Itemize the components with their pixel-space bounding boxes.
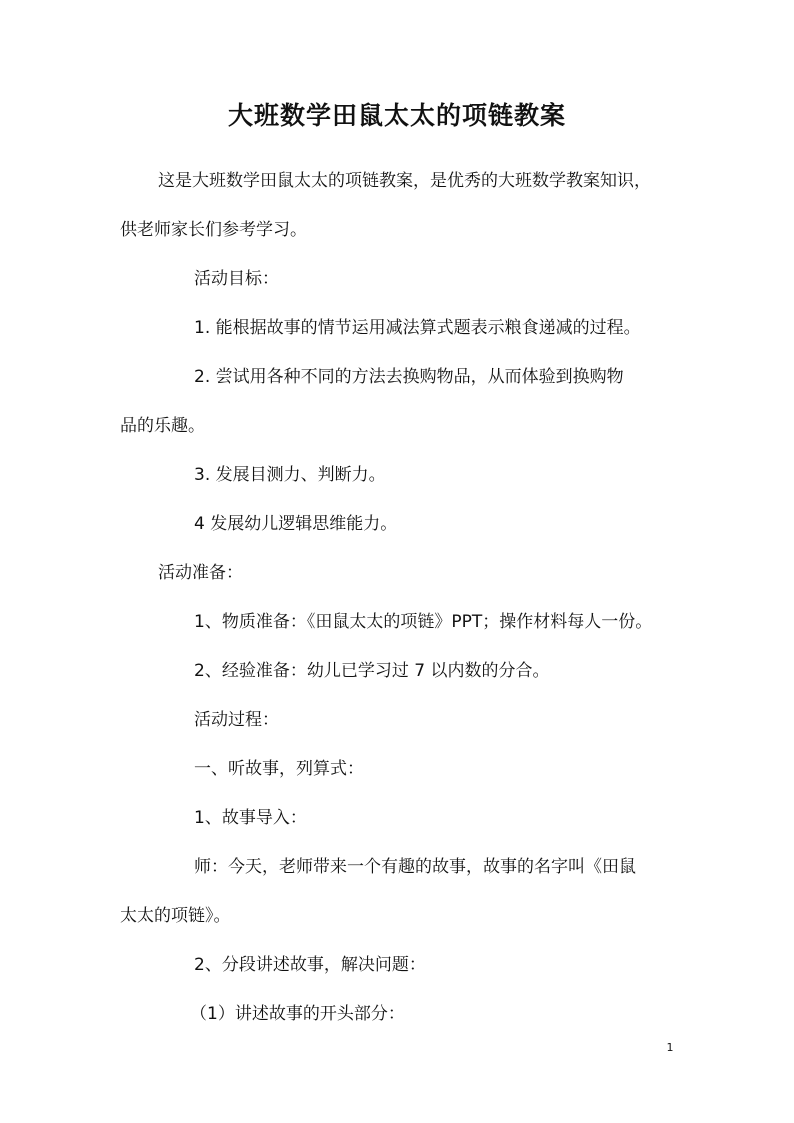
paragraph-intro-line-2: 供老师家长们参考学习。 <box>120 220 307 240</box>
teacher-speech-line-1: 师：今天，老师带来一个有趣的故事，故事的名字叫《田鼠 <box>194 857 636 877</box>
page-number: 1 <box>666 1041 674 1054</box>
heading-activity-process: 活动过程： <box>194 710 279 730</box>
goal-item-1: 1. 能根据故事的情节运用减法算式题表示粮食递减的过程。 <box>194 318 641 338</box>
preparation-item-1: 1、物质准备：《田鼠太太的项链》PPT；操作材料每人一份。 <box>194 612 653 632</box>
goal-item-2-line-1: 2. 尝试用各种不同的方法去换购物品，从而体验到换购物 <box>194 367 624 387</box>
process-substep-1: （1）讲述故事的开头部分： <box>190 1004 405 1024</box>
process-section-1: 一、听故事，列算式： <box>194 759 364 779</box>
process-step-2: 2、分段讲述故事，解决问题： <box>194 955 426 975</box>
preparation-item-2: 2、经验准备：幼儿已学习过 7 以内数的分合。 <box>194 661 550 681</box>
document-title: 大班数学田鼠太太的项链教案 <box>227 101 566 130</box>
goal-item-2-line-2: 品的乐趣。 <box>120 416 205 436</box>
teacher-speech-line-2: 太太的项链》。 <box>120 906 231 926</box>
goal-item-4: 4 发展幼儿逻辑思维能力。 <box>194 514 398 534</box>
heading-activity-goals: 活动目标： <box>194 269 279 289</box>
heading-activity-preparation: 活动准备： <box>158 563 243 583</box>
process-step-1: 1、故事导入： <box>194 808 307 828</box>
paragraph-intro-line-1: 这是大班数学田鼠太太的项链教案，是优秀的大班数学教案知识， <box>158 171 651 191</box>
goal-item-3: 3. 发展目测力、判断力。 <box>194 465 386 485</box>
